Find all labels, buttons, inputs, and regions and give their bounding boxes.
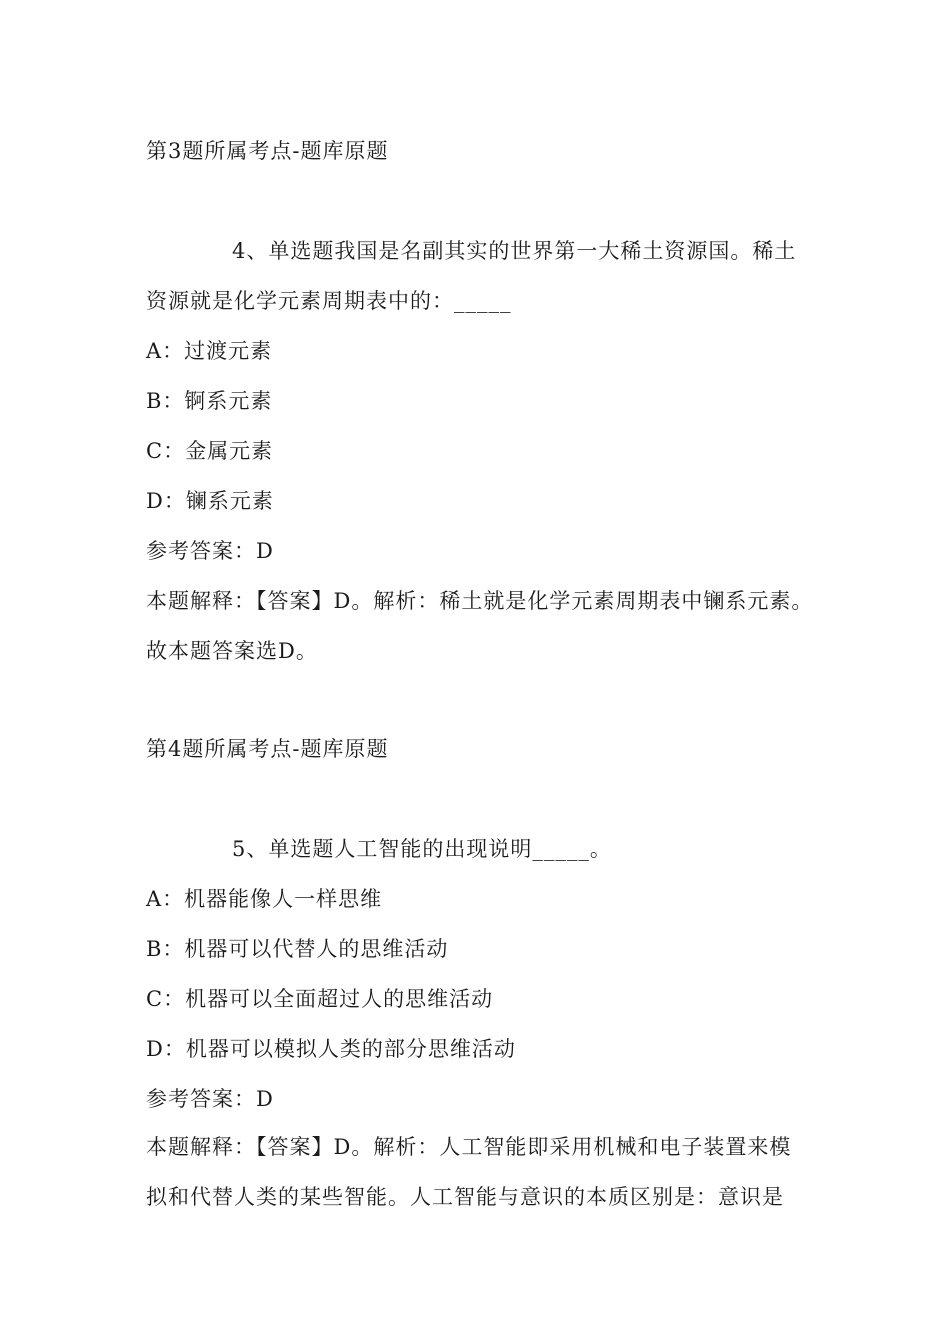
q5-option-a: A：机器能像人一样思维 xyxy=(146,887,383,911)
q4-answer: 参考答案：D xyxy=(146,539,274,563)
q4-option-d: D：镧系元素 xyxy=(146,489,274,513)
q4-explanation-line2: 故本题答案选D。 xyxy=(146,639,318,663)
q5-option-c: C：机器可以全面超过人的思维活动 xyxy=(146,987,494,1011)
q4-stem-line2: 资源就是化学元素周期表中的：_____ xyxy=(146,289,512,313)
q5-option-b: B：机器可以代替人的思维活动 xyxy=(146,937,449,961)
q4-topic: 第4题所属考点-题库原题 xyxy=(146,737,389,761)
q5-explanation-line2: 拟和代替人类的某些智能。人工智能与意识的本质区别是：意识是 xyxy=(146,1185,784,1209)
q4-option-b: B：锕系元素 xyxy=(146,389,273,413)
q4-stem-line1: 4、单选题我国是名副其实的世界第一大稀土资源国。稀土 xyxy=(232,239,797,263)
q4-option-c: C：金属元素 xyxy=(146,439,274,463)
q5-stem-line1: 5、单选题人工智能的出现说明_____。 xyxy=(232,837,612,861)
q3-topic: 第3题所属考点-题库原题 xyxy=(146,139,389,163)
q5-option-d: D：机器可以模拟人类的部分思维活动 xyxy=(146,1037,516,1061)
q4-explanation-line1: 本题解释：【答案】D。解析：稀土就是化学元素周期表中镧系元素。 xyxy=(146,589,814,613)
q5-answer: 参考答案：D xyxy=(146,1087,274,1111)
q5-explanation-line1: 本题解释：【答案】D。解析：人工智能即采用机械和电子装置来模 xyxy=(146,1135,792,1159)
q4-option-a: A：过渡元素 xyxy=(146,339,273,363)
